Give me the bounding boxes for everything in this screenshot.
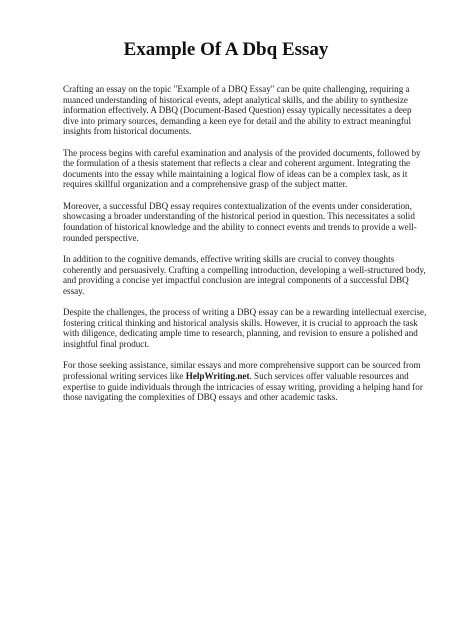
document-body <box>63 84 429 414</box>
paragraph-3: Moreover, a successful DBQ essay requires contextualization of the events under consideration, showcasing a broader understanding of the historical period in question. This necessitates a solid foundation of historical knowledge and the ability to connect events and trends to provide a well-rounded perspective. <box>63 200 417 243</box>
brand-name: HelpWriting.net <box>185 371 250 382</box>
paragraph-2: The process begins with careful examination and analysis of the provided documents, followed by the formulation of a thesis statement that reflects a clear and coherent argument. Integrating the documents into the essay while maintaining a logical flow of ideas can be a complex task, as it requires skillful organization and a comprehensive grasp of the subject matter. <box>63 147 421 190</box>
document-title: Example Of A Dbq Essay <box>123 39 329 60</box>
paragraph-6 <box>63 360 429 402</box>
paragraph-4: In addition to the cognitive demands, effective writing skills are crucial to convey thoughts coherently and persuasively. Crafting a compelling introduction, developing a well-structured body, and providing a concise yet impactful conclusion are integral components of a successful DBQ essay. <box>63 254 426 296</box>
paragraph-6-text-after: . Such services offer valuable resources and expertise to guide individuals through the intricacies of essay writing, providing a helping hand for those navigating the complexities of DBQ essays and other academic tasks. <box>63 371 423 403</box>
paragraph-6-text-before: For those seeking assistance, similar essays and more comprehensive support can be sourced from professional writing services like <box>63 360 421 382</box>
paragraph-1: Crafting an essay on the topic "Example of a DBQ Essay" can be quite challenging, requiring a nuanced understanding of historical events, adept analytical skills, and the ability to synthesize information effectively. A DBQ (Document-Based Question) essay typically necessitates a deep dive into primary sources, demanding a keen eye for detail and the ability to extract meaningful insights from historical documents. <box>63 84 412 137</box>
paragraph-5: Despite the challenges, the process of writing a DBQ essay can be a rewarding intellectual exercise, fostering critical thinking and historical analysis skills. However, it is crucial to approach the task with diligence, dedicating ample time to research, planning, and revision to ensure a polished and insightful final product. <box>63 307 427 349</box>
